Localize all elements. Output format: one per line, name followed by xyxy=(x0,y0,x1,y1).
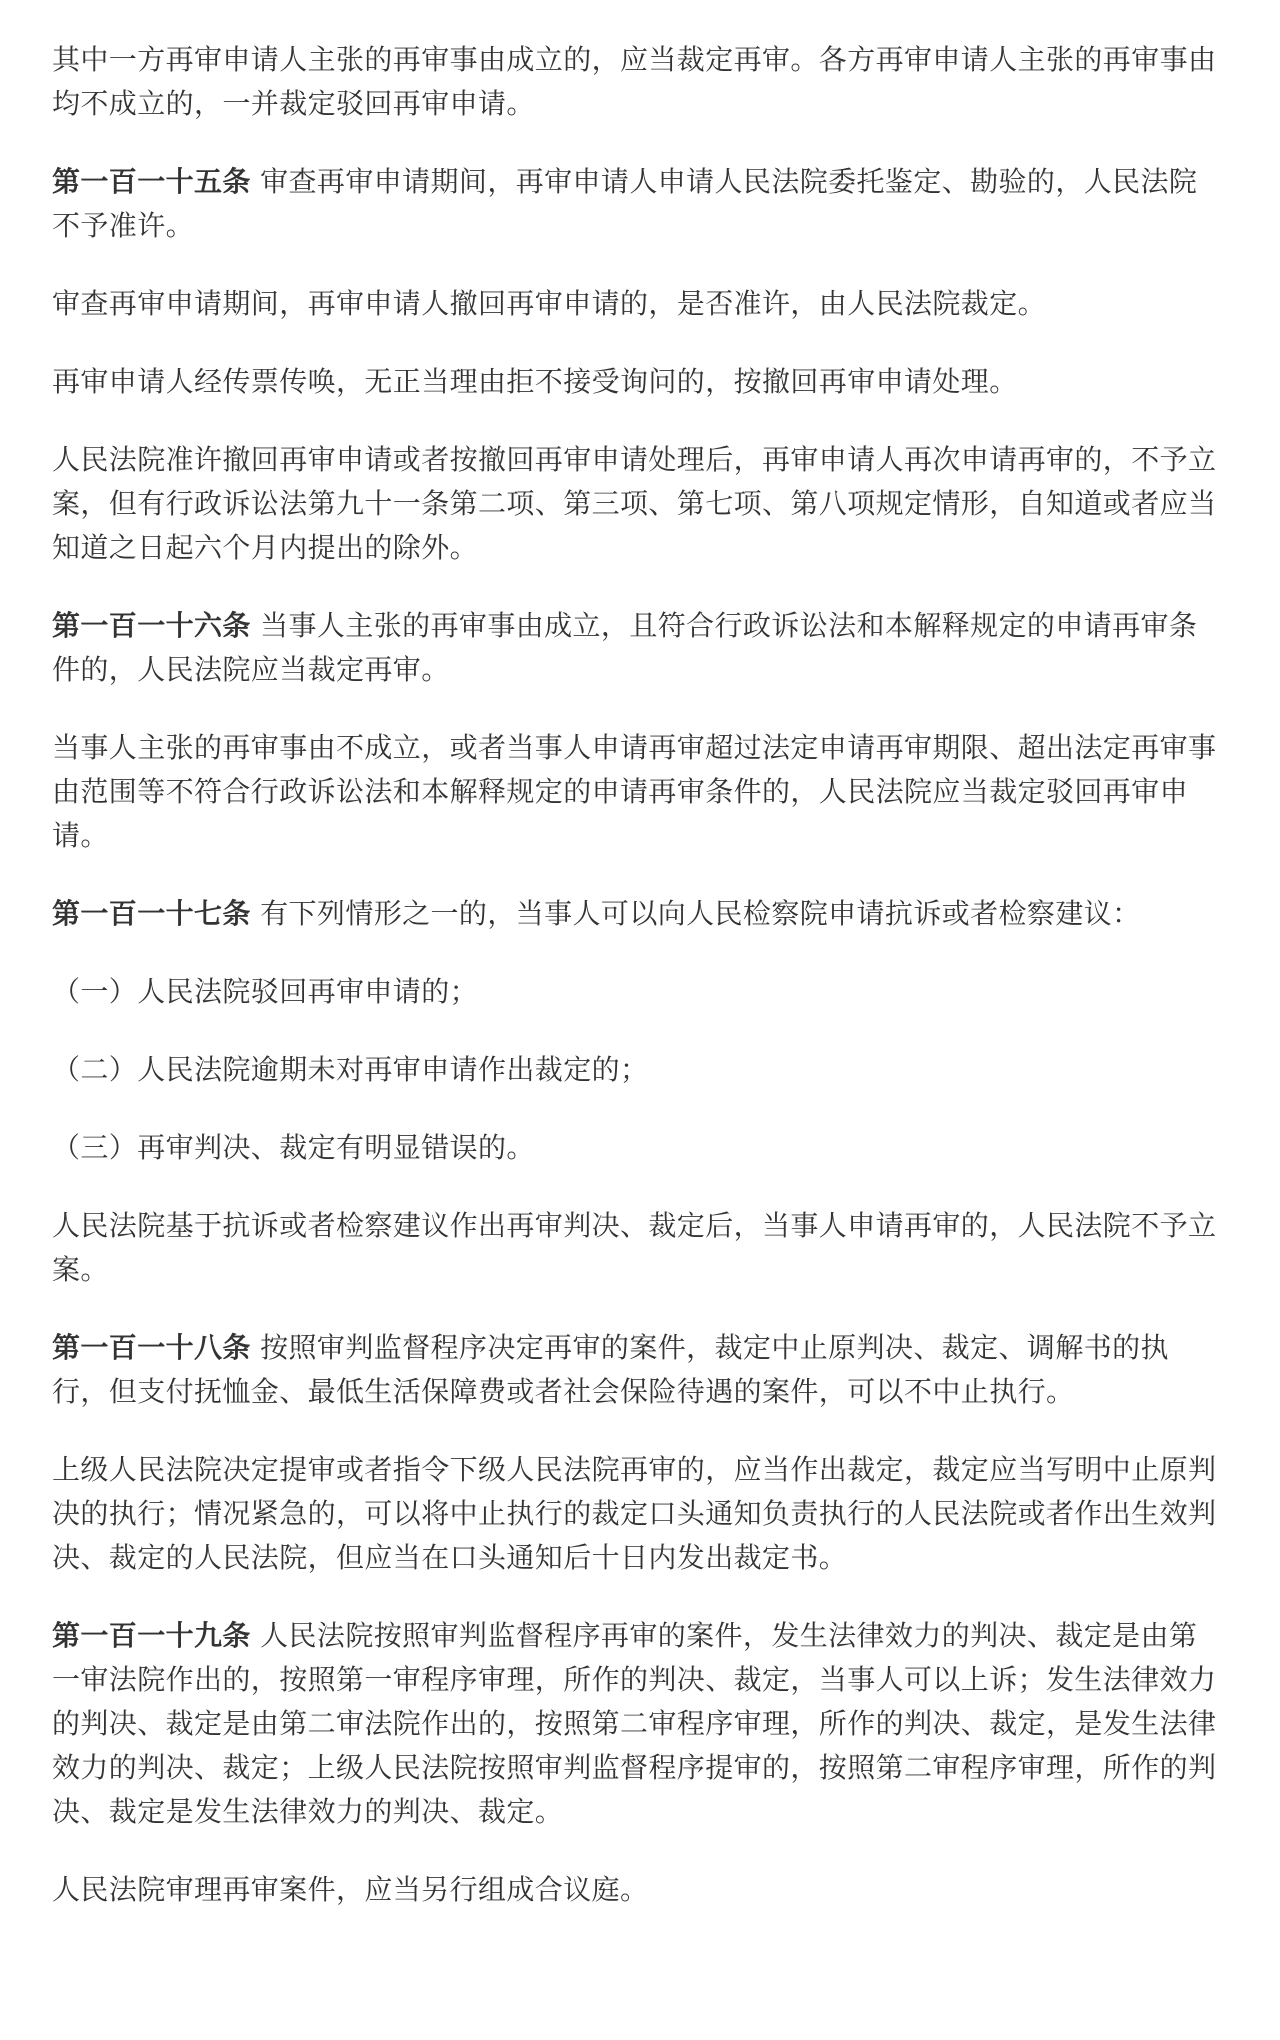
paragraph-1 xyxy=(52,38,1220,126)
paragraph-text: 当事人主张的再审事由成立，且符合行政诉讼法和本解释规定的申请再审条件的，人民法院应当裁定再审。 xyxy=(52,609,1198,686)
paragraph-text: （一）人民法院驳回再审申请的； xyxy=(52,975,479,1008)
paragraph-text: 上级人民法院决定提审或者指令下级人民法院再审的，应当作出裁定，裁定应当写明中止原判决的执行；情况紧急的，可以将中止执行的裁定口头通知负责执行的人民法院或者作出生效判决、裁定的人民法院，但应当在口头通知后十日内发出裁定书。 xyxy=(52,1453,1217,1574)
paragraph-4 xyxy=(52,360,1220,404)
paragraph-text: 有下列情形之一的，当事人可以向人民检察院申请抗诉或者检察建议： xyxy=(250,897,1141,930)
paragraph-text: 审查再审申请期间，再审申请人撤回再审申请的，是否准许，由人民法院裁定。 xyxy=(52,287,1047,320)
paragraph-16 xyxy=(52,1868,1220,1912)
paragraph-text: 再审申请人经传票传唤，无正当理由拒不接受询问的，按撤回再审申请处理。 xyxy=(52,365,1018,398)
article-number: 第一百一十六条 xyxy=(52,609,251,642)
paragraph-text: 按照审判监督程序决定再审的案件，裁定中止原判决、裁定、调解书的执行，但支付抚恤金、最低生活保障费或者社会保险待遇的案件，可以不中止执行。 xyxy=(52,1331,1169,1408)
paragraph-text: 审查再审申请期间，再审申请人申请人民法院委托鉴定、勘验的，人民法院不予准许。 xyxy=(52,165,1198,242)
paragraph-15 xyxy=(52,1614,1220,1834)
paragraph-5 xyxy=(52,438,1220,570)
paragraph-text: 人民法院按照审判监督程序再审的案件，发生法律效力的判决、裁定是由第一审法院作出的，按照第一审程序审理，所作的判决、裁定，当事人可以上诉；发生法律效力的判决、裁定是由第二审法院作出的，按照第二审程序审理，所作的判决、裁定，是发生法律效力的判决、裁定；上级人民法院按照审判监督程序提审的，按照第二审程序审理，所作的判决、裁定是发生法律效力的判决、裁定。 xyxy=(52,1619,1217,1828)
paragraph-text: 其中一方再审申请人主张的再审事由成立的，应当裁定再审。各方再审申请人主张的再审事由均不成立的，一并裁定驳回再审申请。 xyxy=(52,43,1217,120)
paragraph-14 xyxy=(52,1448,1220,1580)
paragraph-6 xyxy=(52,604,1220,692)
paragraph-2 xyxy=(52,160,1220,248)
paragraph-text: 人民法院基于抗诉或者检察建议作出再审判决、裁定后，当事人申请再审的，人民法院不予立案。 xyxy=(52,1209,1217,1286)
article-number: 第一百一十七条 xyxy=(52,897,251,930)
paragraph-13 xyxy=(52,1326,1220,1414)
paragraph-9 xyxy=(52,970,1220,1014)
article-number: 第一百一十九条 xyxy=(52,1619,251,1652)
paragraph-text: 人民法院准许撤回再审申请或者按撤回再审申请处理后，再审申请人再次申请再审的，不予立案，但有行政诉讼法第九十一条第二项、第三项、第七项、第八项规定情形，自知道或者应当知道之日起六个月内提出的除外。 xyxy=(52,443,1217,564)
paragraph-text: （二）人民法院逾期未对再审申请作出裁定的； xyxy=(52,1053,649,1086)
paragraph-text: （三）再审判决、裁定有明显错误的。 xyxy=(52,1131,535,1164)
article-number: 第一百一十五条 xyxy=(52,165,251,198)
paragraph-8 xyxy=(52,892,1220,936)
paragraph-7 xyxy=(52,726,1220,858)
paragraph-10 xyxy=(52,1048,1220,1092)
article-number: 第一百一十八条 xyxy=(52,1331,251,1364)
paragraph-text: 人民法院审理再审案件，应当另行组成合议庭。 xyxy=(52,1873,649,1906)
paragraph-11 xyxy=(52,1126,1220,1170)
paragraph-3 xyxy=(52,282,1220,326)
paragraph-text: 当事人主张的再审事由不成立，或者当事人申请再审超过法定申请再审期限、超出法定再审事由范围等不符合行政诉讼法和本解释规定的申请再审条件的，人民法院应当裁定驳回再审申请。 xyxy=(52,731,1217,852)
paragraph-12 xyxy=(52,1204,1220,1292)
